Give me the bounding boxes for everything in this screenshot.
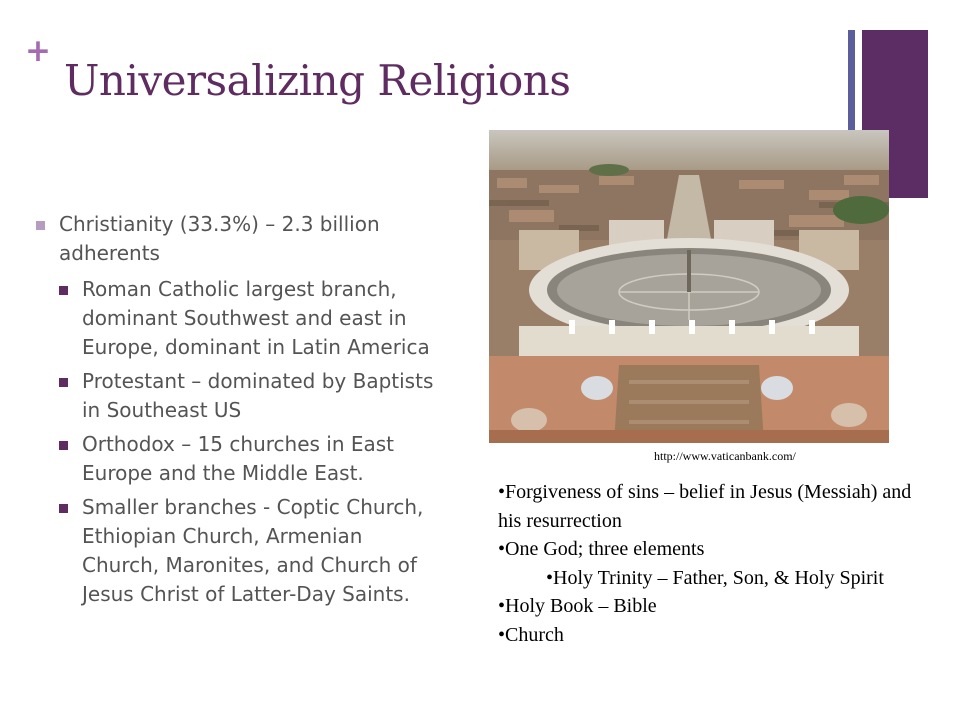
fact-item-indented: •Holy Trinity – Father, Son, & Holy Spirit — [546, 566, 884, 589]
fact-item: •Holy Book – Bible — [498, 595, 657, 617]
beliefs-list — [498, 478, 938, 649]
slide-title: Universalizing Religions — [64, 56, 571, 105]
square-bullet-icon — [59, 441, 68, 450]
fact-item: •Church — [498, 623, 564, 646]
st-peters-square-photo — [489, 130, 889, 443]
bullet-christianity — [36, 210, 436, 268]
fact-item: •Forgiveness of sins – belief in Jesus (Messiah) and his resurrection — [498, 481, 912, 532]
sub-bullet-text: Orthodox – 15 churches in East Europe and the Middle East. — [82, 432, 395, 485]
sub-bullet-roman-catholic — [36, 275, 436, 362]
fact-item: •One God; three elements — [498, 538, 705, 560]
square-bullet-icon — [59, 286, 68, 295]
square-bullet-icon — [59, 378, 68, 387]
square-bullet-icon — [59, 504, 68, 513]
sub-bullet-text: Roman Catholic largest branch, dominant Southwest and east in Europe, dominant in Latin America — [82, 277, 430, 359]
bullet-list — [36, 210, 436, 614]
photo-source-caption: http://www.vaticanbank.com/ — [654, 449, 796, 463]
plus-icon: + — [25, 33, 51, 69]
square-bullet-icon — [36, 221, 45, 230]
sub-bullet-smaller-branches — [36, 493, 436, 609]
sub-bullet-text: Protestant – dominated by Baptists in Southeast US — [82, 369, 434, 422]
sub-bullet-protestant — [36, 367, 436, 425]
sub-bullet-list — [36, 275, 436, 609]
sub-bullet-orthodox — [36, 430, 436, 488]
sub-bullet-text: Smaller branches - Coptic Church, Ethiopian Church, Armenian Church, Maronites, and Church of Jesus Christ of Latter-Day Saints. — [82, 495, 424, 606]
bullet-text: Christianity (33.3%) – 2.3 billion adherents — [59, 212, 380, 265]
